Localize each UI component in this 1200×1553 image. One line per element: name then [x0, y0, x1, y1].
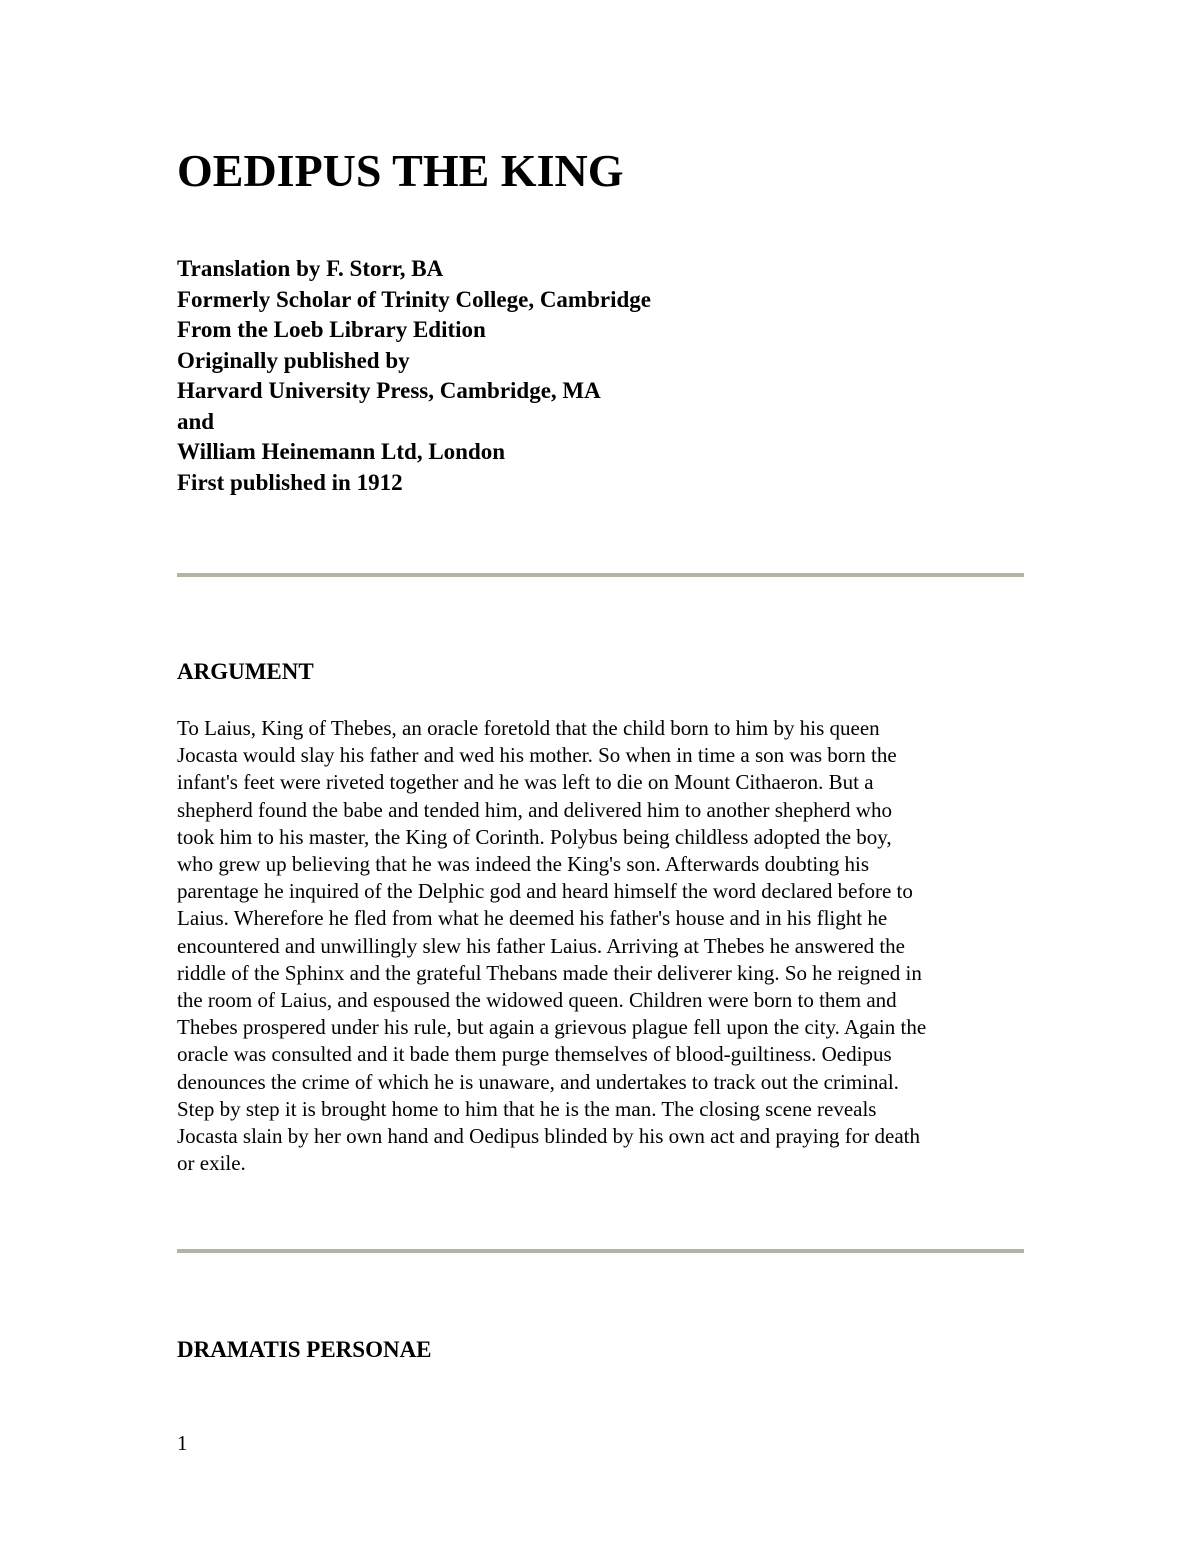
- argument-line: took him to his master, the King of Corinth. Polybus being childless adopted the boy,: [177, 824, 892, 849]
- credit-line: Originally published by: [177, 347, 410, 373]
- argument-line: encountered and unwillingly slew his father Laius. Arriving at Thebes he answered the: [177, 933, 905, 958]
- document-title: OEDIPUS THE KING: [177, 145, 624, 196]
- credit-line: From the Loeb Library Edition: [177, 317, 486, 342]
- argument-line: Thebes prospered under his rule, but again a grievous plague fell upon the city. Again the: [177, 1015, 927, 1040]
- credit-line: Translation by F. Storr, BA: [177, 256, 444, 281]
- horizontal-rule: [177, 573, 1024, 577]
- argument-line: To Laius, King of Thebes, an oracle foretold that the child born to him by his queen: [177, 716, 880, 740]
- credit-line: and: [177, 408, 215, 434]
- argument-line: denounces the crime of which he is unaware, and undertakes to track out the criminal.: [177, 1069, 899, 1094]
- credit-line: Formerly Scholar of Trinity College, Cambridge: [177, 286, 651, 312]
- credit-line: Harvard University Press, Cambridge, MA: [177, 378, 601, 403]
- argument-line: Laius. Wherefore he fled from what he deemed his father's house and in his flight he: [177, 906, 888, 931]
- argument-paragraph: [177, 715, 1027, 1177]
- argument-line: Jocasta slain by her own hand and Oedipus blinded by his own act and praying for death: [177, 1124, 920, 1149]
- argument-line: Step by step it is brought home to him that he is the man. The closing scene reveals: [177, 1096, 877, 1121]
- argument-line: infant's feet were riveted together and he was left to die on Mount Cithaeron. But a: [177, 770, 874, 795]
- argument-line: riddle of the Sphinx and the grateful Thebans made their deliverer king. So he reigned in: [177, 960, 922, 985]
- argument-line: the room of Laius, and espoused the widowed queen. Children were born to them and: [177, 988, 897, 1013]
- page-number: 1: [177, 1431, 188, 1455]
- argument-line: oracle was consulted and it bade them purge themselves of blood-guiltiness. Oedipus: [177, 1042, 892, 1067]
- dramatis-personae-heading: DRAMATIS PERSONAE: [177, 1337, 432, 1362]
- argument-heading: ARGUMENT: [177, 659, 314, 684]
- argument-line: Jocasta would slay his father and wed his mother. So when in time a son was born the: [177, 743, 897, 768]
- translation-credits: [177, 254, 651, 498]
- argument-line: or exile.: [177, 1151, 246, 1176]
- argument-line: who grew up believing that he was indeed the King's son. Afterwards doubting his: [177, 852, 869, 877]
- credit-line: William Heinemann Ltd, London: [177, 439, 506, 464]
- credit-line: First published in 1912: [177, 469, 403, 495]
- argument-line: shepherd found the babe and tended him, and delivered him to another shepherd who: [177, 797, 892, 822]
- argument-line: parentage he inquired of the Delphic god and heard himself the word declared before to: [177, 879, 913, 904]
- horizontal-rule: [177, 1249, 1024, 1253]
